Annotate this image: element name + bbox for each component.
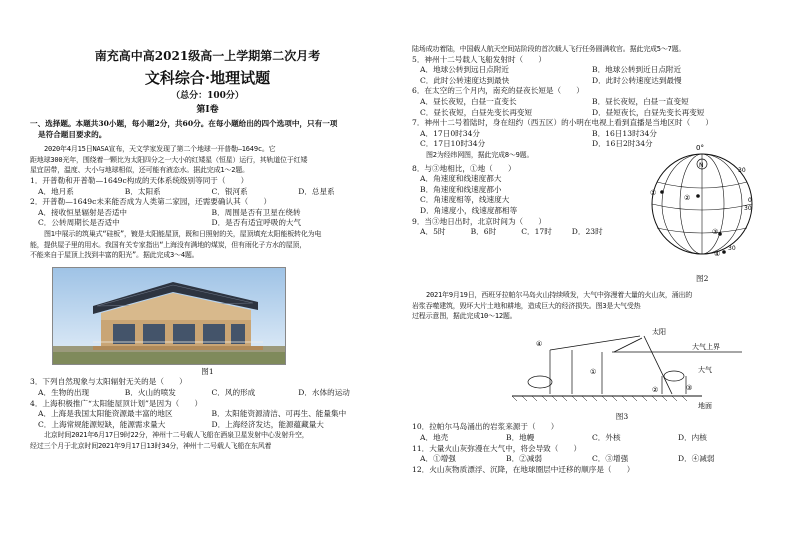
option[interactable]: A．地球公转到远日点附近	[420, 65, 510, 75]
question-options	[412, 433, 764, 444]
question-3	[30, 377, 385, 398]
instructions-line: 是符合题目要求的。	[38, 129, 107, 139]
question-options	[412, 97, 764, 108]
question-stem: 3．下列自然现象与太阳辐射无关的是（ ）	[30, 377, 187, 387]
option[interactable]: C．公转周期长是否适中	[38, 218, 120, 228]
question-options	[30, 409, 385, 420]
material-line: 北京时间2021年6月17日9时22分，神州十二号载人飞船在酒泉卫星发射中心发射升空，	[44, 431, 309, 440]
option[interactable]: C．银河系	[211, 186, 248, 196]
school-title: 南充高中高2021级高一上学期第二次月考	[94, 49, 321, 63]
ground-label: 地面	[698, 401, 712, 410]
option[interactable]: D．16日2时34分	[592, 139, 653, 149]
material-line: 星宜居带，温度、大小与地球相似，还可能有液态水。据此完成1～2题。	[30, 166, 249, 175]
option[interactable]: D．此时公转速度达到最慢	[592, 75, 682, 85]
label-point-2: ②	[684, 193, 691, 202]
question-2	[30, 197, 385, 229]
option[interactable]: C．角速度相等，线速度大	[420, 195, 510, 205]
option[interactable]: C．17日10时34分	[420, 139, 486, 149]
right-column	[412, 0, 764, 475]
question-options	[30, 187, 385, 198]
solar-house-image	[53, 268, 285, 364]
question-1	[30, 176, 385, 197]
question-stem: 10．拉帕尔马岛涌出的岩浆来源于（ ）	[412, 422, 559, 432]
question-stem: 1．开普勒和开普勒—1649c构成的天体系统级别等同于（ ）	[30, 175, 249, 185]
question-stem: 6．在太空的三个月内，南充的昼夜长短是（ ）	[412, 86, 584, 96]
figure-1-caption: 图1	[201, 366, 214, 376]
question-options	[412, 108, 764, 119]
question-stem: 5．神州十二号载人飞船发射时（ ）	[412, 54, 546, 64]
point-1-marker	[660, 190, 664, 194]
option[interactable]: D．是否有适宜呼吸的大气	[211, 218, 302, 228]
material-line: 距地球300光年，围绕着一颗比为太阳四分之一大小的红矮星（恒星）运行，其轨道位于红矮	[30, 155, 308, 164]
label-lat-30b: 30	[744, 204, 752, 212]
option[interactable]: B．角速度和线速度都小	[420, 184, 502, 194]
option[interactable]: B．太阳系	[124, 186, 161, 196]
solar-house-photo	[52, 267, 286, 365]
option[interactable]: A．昼长夜短，白昼一直变长	[420, 96, 517, 106]
option[interactable]: D．水体的运动	[298, 387, 350, 397]
material-line: 能，提供屋子里的用水。我国有关专家指出“上海没有满地的煤炭，但有雨化子方水的屋顶，	[30, 240, 307, 249]
atmospheric-heating-diagram	[502, 324, 742, 412]
label-north: N	[699, 161, 704, 169]
question-6	[412, 86, 764, 118]
option[interactable]: B．昼长夜短，白昼一直变短	[592, 96, 689, 106]
option[interactable]: A．生物的出现	[38, 387, 90, 397]
question-stem: 11．大量火山灰弥漫在大气中，将会导致（ ）	[412, 443, 582, 453]
instructions-line: 一、选择题。本题共30小题，每小题2分，共60分。在每小题给出的四个选项中，只有一项	[30, 119, 338, 128]
mark-1: ①	[590, 367, 597, 376]
question-options	[412, 129, 764, 140]
option[interactable]: C．此时公转速度达到最快	[420, 75, 510, 85]
label-point-1: ①	[650, 188, 657, 197]
total-score: （总分：100分）	[171, 91, 244, 101]
question-stem: 9．当③地日出时，北京时间为（ ）	[412, 216, 546, 226]
option[interactable]: C．17时	[521, 227, 552, 237]
volume-label: 第Ⅰ卷	[196, 105, 219, 115]
upper-atmosphere-label: 大气上界	[692, 342, 720, 351]
option[interactable]: C．③增强	[592, 454, 629, 464]
question-options	[30, 218, 385, 229]
mark-4: ④	[536, 339, 543, 348]
label-lat-30c: 30	[728, 244, 736, 252]
option[interactable]: A．上海是我国太阳能资源最丰富的地区	[38, 409, 173, 419]
option[interactable]: D．内核	[678, 432, 707, 442]
question-stem: 8．与③地相比，①地（ ）	[412, 163, 516, 173]
material-line: 过程示意图，据此完成10～12题。	[412, 312, 517, 321]
figure-2-intro: 图2为经纬网图，据此完成8～9题。	[426, 150, 534, 159]
option[interactable]: B．6时	[470, 227, 497, 237]
option[interactable]: B．地球公转到近日点附近	[592, 65, 682, 75]
option[interactable]: C．昼长夜短，白昼先变长再变短	[420, 107, 533, 117]
option[interactable]: D．角速度小，线速度都相等	[420, 205, 518, 215]
question-stem: 7．神州十二号着陆时，身在纽约（西五区）的小明在电视上看到直播是当地区时（ ）	[412, 118, 713, 128]
option[interactable]: A．5时	[420, 227, 446, 237]
mark-3: ③	[686, 383, 693, 392]
question-11	[412, 444, 764, 465]
figure-2-questions	[412, 150, 632, 238]
left-column	[30, 0, 385, 451]
option[interactable]: D．总星系	[298, 186, 335, 196]
question-12	[412, 465, 764, 476]
cloud-shape	[528, 376, 552, 388]
material-line: 岩浆吞噬建筑，毁坏大片土地和耕地，造成巨大的经济损失。图3是大气受热	[412, 301, 641, 310]
material-line: 陆场成功着陆，中国载人航天空间站阶段的首次载人飞行任务圆满收官。据此完成5～7题。	[412, 45, 686, 53]
option[interactable]: A．接收恒星辐射是否适中	[38, 207, 128, 217]
question-stem: 4．上海积极推广“太阳能屋顶计划”是因为（ ）	[30, 398, 203, 408]
subject-title: 文科综合·地理试题	[144, 69, 271, 87]
question-stem: 12．火山灰物质漂浮、沉降，在地球圈层中迁移的顺序是（ ）	[412, 464, 635, 474]
figure-3-caption: 图3	[615, 411, 629, 421]
question-options	[412, 65, 764, 76]
material-line: 经过三个月于北京时间2021年9月17日13时34分，神州十二号载人飞船在东风着	[30, 441, 272, 450]
option[interactable]: A．地月系	[38, 186, 74, 196]
label-point-4: ④	[714, 249, 721, 258]
option[interactable]: A．①增强	[420, 454, 456, 464]
question-options	[30, 208, 385, 219]
question-options	[412, 454, 764, 465]
option[interactable]: B．地幔	[506, 432, 535, 442]
point-4-marker	[722, 250, 726, 254]
option[interactable]: B．16日13时34分	[592, 128, 657, 138]
option[interactable]: C．上海常规能源短缺，能源需求量大	[38, 419, 166, 429]
option[interactable]: D．上海经济发达，能源蕴藏量大	[211, 419, 324, 429]
atmosphere-label: 大气	[698, 365, 712, 374]
label-0-deg: 0°	[696, 143, 704, 152]
material-line: 2020年4月15日NASA宣布，天文学家发现了第二个地球一开普勒—1649c。它	[44, 145, 276, 154]
label-lat-30: 30	[738, 166, 746, 174]
question-stem: 2．开普勒—1649c未来能否成为人类第二家园，还需要确认其（ ）	[30, 197, 272, 207]
question-4	[30, 399, 385, 431]
label-point-3: ③	[712, 227, 719, 236]
option[interactable]: B．②减弱	[506, 454, 542, 464]
option[interactable]: B．太阳能资源清洁、可再生、能量集中	[211, 409, 347, 419]
option[interactable]: C．风的形成	[211, 387, 256, 397]
point-3-marker	[718, 232, 722, 236]
point-2-marker	[696, 194, 700, 198]
question-5	[412, 55, 764, 87]
option[interactable]: A．地壳	[420, 432, 449, 442]
cloud-shape	[664, 371, 684, 381]
figure-2-caption: 图2	[696, 273, 709, 283]
sun-label: 太阳	[652, 327, 666, 336]
option[interactable]: B．周围是否有卫星在绕转	[211, 207, 301, 217]
question-options	[30, 388, 385, 399]
option[interactable]: D．23时	[571, 227, 603, 237]
graticule-diagram	[640, 142, 764, 272]
option[interactable]: C．外核	[592, 432, 621, 442]
option[interactable]: A．角速度和线速度都大	[420, 174, 502, 184]
question-10	[412, 422, 764, 443]
label-equator-0: 0	[748, 196, 752, 204]
mark-2: ②	[652, 385, 659, 394]
question-options	[30, 420, 385, 431]
option[interactable]: A．17日0时34分	[420, 128, 481, 138]
material-line: 不能来自于屋顶上找到丰富的阳光”。据此完成3～4题。	[30, 251, 199, 260]
material-line: 图1中展示的筑巢式“硅板”，镀是太阳能屋顶，既和日照射的关，屋顶填充太阳能板转化为电	[44, 229, 322, 238]
material-line: 2021年9月19日，西班牙拉帕尔马岛火山持续喷发，大气中弥漫着大量的火山灰，涌出的	[426, 290, 693, 299]
option[interactable]: D．④减弱	[678, 454, 715, 464]
question-options	[412, 76, 764, 87]
option[interactable]: B．火山的喷发	[124, 387, 176, 397]
question-options	[412, 227, 650, 238]
option[interactable]: D．昼短夜长，白昼先变长再变短	[592, 107, 705, 117]
